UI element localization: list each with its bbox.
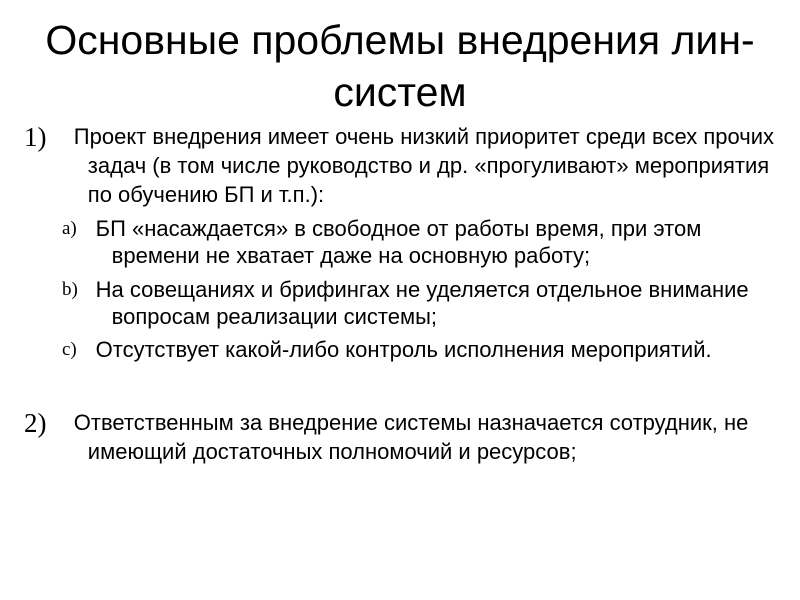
sublist-item-a bbox=[62, 215, 782, 269]
list-item-2 bbox=[24, 408, 774, 466]
sublist-item-text: БП «насаждается» в свободное от работы время, при этом времени не хватает даже на основную работу; bbox=[95, 216, 702, 268]
list-marker: 1) bbox=[24, 122, 47, 152]
list-item-1 bbox=[24, 122, 774, 209]
sublist-marker: b) bbox=[62, 279, 78, 300]
sublist-marker: a) bbox=[62, 218, 77, 239]
list-item-text: Ответственным за внедрение системы назначается сотрудник, не имеющий достаточных полномочий и ресурсов; bbox=[73, 410, 749, 464]
sublist-item-b bbox=[62, 276, 782, 330]
sublist-marker: c) bbox=[62, 339, 77, 360]
slide-title: Основные проблемы внедрения лин-систем bbox=[45, 17, 755, 115]
sublist-item-text: Отсутствует какой-либо контроль исполнения мероприятий. bbox=[95, 337, 712, 362]
sublist-item-text: На совещаниях и брифингах не уделяется отдельное внимание вопросам реализации системы; bbox=[95, 277, 749, 329]
list-item-text: Проект внедрения имеет очень низкий приоритет среди всех прочих задач (в том числе руководство и др. «прогуливают» мероприятия по обучению БП и т.п.): bbox=[73, 124, 774, 207]
sublist-item-c bbox=[62, 336, 782, 364]
list-marker: 2) bbox=[24, 408, 47, 438]
